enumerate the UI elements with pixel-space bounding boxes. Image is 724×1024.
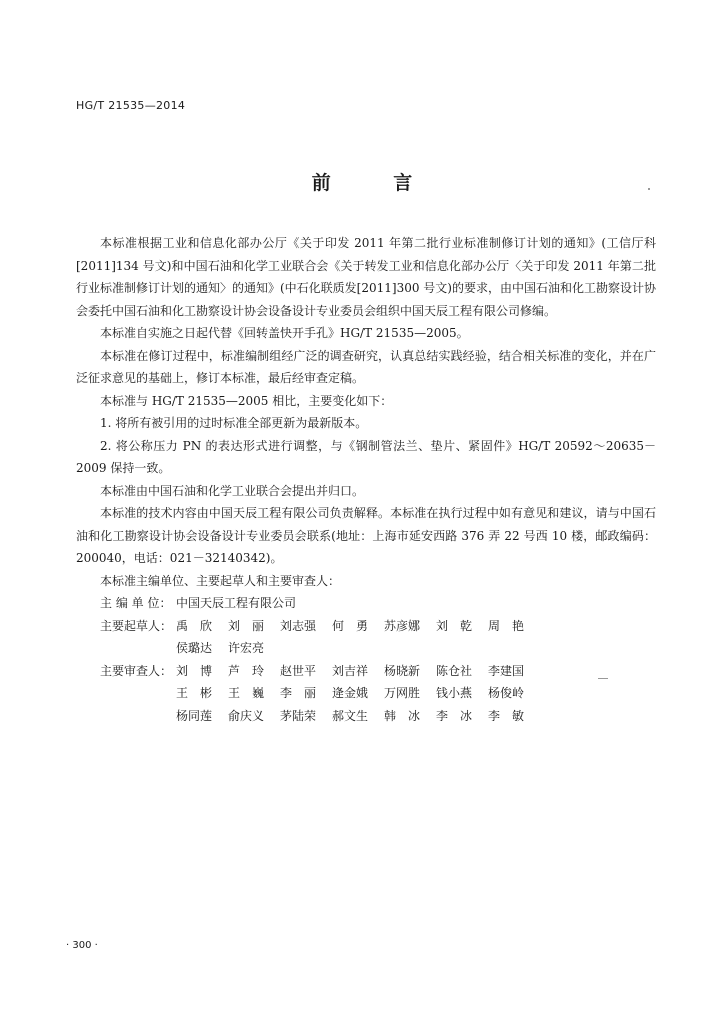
reviewer-name: 逄金娥	[332, 686, 369, 700]
drafter-name: 何 勇	[332, 618, 369, 633]
paragraph-replacement: 本标准自实施之日起代替《回转盖快开手孔》HG/T 21535—2005。	[100, 326, 469, 340]
reviewer-name: 钱小燕	[436, 686, 473, 700]
paragraph-revision-process: 本标准在修订过程中，标准编制组经广泛的调查研究，认真总结实践经验，结合相关标准的变化，并在广泛征求意见的基础上，修订本标准，最后经审查定稿。	[76, 348, 656, 385]
reviewer-name: 陈仓社	[436, 663, 473, 678]
foreword-body	[76, 232, 656, 727]
reviewer-name: 李 丽	[280, 686, 317, 700]
reviewer-name: 李建国	[488, 663, 525, 678]
drafters-row	[76, 615, 656, 660]
paragraph-interpretation: 本标准的技术内容由中国天辰工程有限公司负责解释。本标准在执行过程中如有意见和建议，请与中国石油和化工勘察设计协会设备设计专业委员会联系(地址：上海市延安西路 376 弄 22 号西 10 楼，邮政编码：200040，电话：021－32140342)。	[76, 506, 656, 565]
paragraph-administration: 本标准由中国石油和化学工业联合会提出并归口。	[100, 483, 365, 498]
reviewers-label: 主要审查人：	[100, 663, 173, 678]
drafter-name: 禹 欣	[176, 618, 213, 633]
reviewer-name: 杨俊岭	[488, 686, 525, 700]
reviewer-name: 万网胜	[384, 686, 421, 700]
reviewer-name: 芦 玲	[228, 663, 265, 678]
drafters-names	[176, 615, 540, 660]
reviewers-row	[76, 660, 656, 728]
drafter-name: 许宏亮	[228, 641, 265, 655]
page-number: · 300 ·	[66, 940, 98, 951]
reviewer-name: 刘吉祥	[332, 663, 369, 678]
standard-code: HG/T 21535—2014	[76, 99, 186, 112]
paragraph-change-1: 1. 将所有被引用的过时标准全部更新为最新版本。	[100, 416, 368, 430]
editor-value: 中国天辰工程有限公司	[176, 596, 297, 610]
reviewer-name: 李 冰	[436, 708, 473, 723]
reviewers-names	[176, 660, 540, 728]
reviewer-name: 俞庆义	[228, 708, 265, 723]
reviewer-name: 杨同莲	[176, 708, 213, 723]
drafter-name: 苏彦娜	[384, 618, 421, 633]
reviewer-name: 王 巍	[228, 686, 265, 700]
reviewer-name: 郝文生	[332, 708, 369, 723]
drafter-name: 侯璐达	[176, 641, 213, 655]
reviewer-name: 茅陆荣	[280, 708, 317, 723]
drafter-name: 刘志强	[280, 618, 317, 633]
scan-mark	[648, 188, 650, 190]
reviewer-name: 王 彬	[176, 686, 213, 700]
reviewer-name: 杨晓新	[384, 663, 421, 678]
drafters-label: 主要起草人：	[100, 618, 173, 633]
drafter-name: 周 艳	[488, 618, 525, 633]
drafter-name: 刘 丽	[228, 618, 265, 633]
paragraph-contributors-intro: 本标准主编单位、主要起草人和主要审查人：	[100, 573, 341, 588]
editor-row	[76, 592, 656, 615]
page-title: 前 言	[311, 172, 441, 194]
editor-label: 主 编 单 位：	[100, 596, 172, 610]
reviewer-name: 韩 冰	[384, 708, 421, 723]
reviewer-name: 刘 博	[176, 663, 213, 678]
paragraph-changes-intro: 本标准与 HG/T 21535—2005 相比，主要变化如下：	[100, 393, 393, 408]
scan-mark	[598, 678, 608, 679]
reviewer-name: 李 敏	[488, 708, 525, 723]
reviewer-name: 赵世平	[280, 663, 317, 678]
paragraph-basis: 本标准根据工业和信息化部办公厅《关于印发 2011 年第二批行业标准制修订计划的通知》(工信厅科[2011]134 号文)和中国石油和化学工业联合会《关于转发工业和信息化部办公厅〈关于印发 2011 年第二批行业标准制修订计划的通知〉的通知》(中石化联质发[2011]300 号文)的要求，由中国石油和化工勘察设计协会委托中国石油和化工勘察设计协会设备设计专业委员会组织中国天辰工程有限公司修编。	[76, 236, 656, 318]
paragraph-change-2: 2. 将公称压力 PN 的表达形式进行调整，与《钢制管法兰、垫片、紧固件》HG/T 20592～20635－2009 保持一致。	[76, 438, 656, 475]
drafter-name: 刘 乾	[436, 618, 473, 633]
